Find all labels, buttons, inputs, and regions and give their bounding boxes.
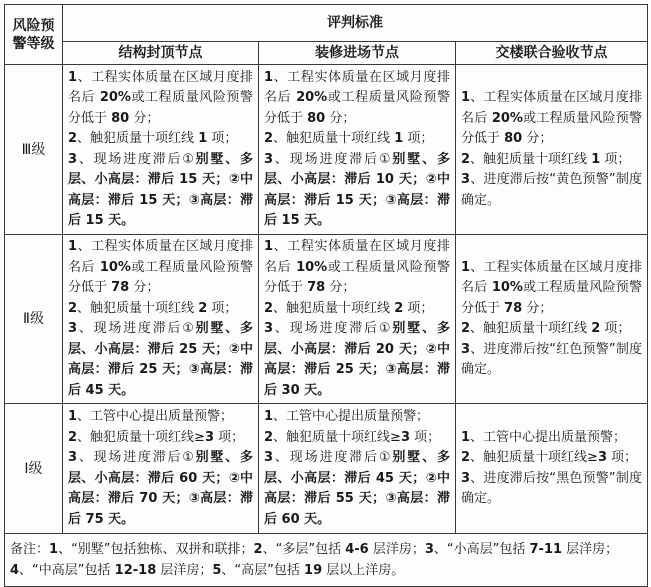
criteria-item: 2、触犯质量十项红线 1 项； — [461, 151, 631, 167]
risk-warning-table — [4, 4, 648, 587]
criteria-item: 备注：1、“别墅”包括独栋、双拼和联排；2、“多层”包括 4-6 层洋房；3、“小高层”包括 7-11 层洋房；4、“中高层”包括 12-18 层洋房；5、“高层”包括 19 层以上洋房。 — [10, 542, 619, 578]
criteria-cell — [63, 404, 259, 534]
level-label: Ⅱ级 — [5, 235, 63, 404]
criteria-item: 2、触犯质量十项红线 1 项； — [264, 131, 434, 146]
criteria-item: 3、现场进度滞后①别墅、多层、小高层：滞后 25 天；②中高层：滞后 25 天；③高层：滞后 45 天。 — [68, 321, 253, 398]
criteria-item: 3、进度滞后按“红色预警”制度确定。 — [461, 341, 643, 377]
criteria-item: 1、工管中心提出质量预警； — [264, 409, 430, 424]
note-row — [5, 534, 648, 587]
criteria-cell — [259, 65, 456, 235]
criteria-item: 3、进度滞后按“黄色预警”制度确定。 — [461, 172, 643, 208]
criteria-item: 1、工程实体质量在区域月度排名后 20%或工程质量风险预警分低于 80 分； — [264, 69, 450, 126]
criteria-item: 2、触犯质量十项红线≥3 项； — [461, 450, 638, 465]
table-row-level-2 — [5, 235, 648, 404]
criteria-item: 1、工管中心提出质量预警； — [461, 429, 627, 445]
criteria-item: 2、触犯质量十项红线 2 项； — [264, 300, 434, 316]
criteria-cell — [63, 65, 259, 235]
criteria-cell — [259, 404, 456, 534]
criteria-item: 1、工管中心提出质量预警； — [68, 409, 234, 424]
criteria-item: 3、现场进度滞后①别墅、多层、小高层：滞后 10 天；②中高层：滞后 15 天；③高层：滞后 15 天。 — [264, 151, 450, 228]
criteria-item: 2、触犯质量十项红线 2 项； — [461, 321, 631, 336]
column-header-decoration-entry: 装修进场节点 — [259, 42, 456, 65]
criteria-item: 2、触犯质量十项红线 1 项； — [68, 131, 238, 146]
criteria-header: 评判标准 — [63, 5, 648, 42]
criteria-item: 1、工程实体质量在区域月度排名后 10%或工程质量风险预警分低于 78 分； — [264, 239, 450, 295]
criteria-cell — [456, 404, 648, 534]
column-header-joint-acceptance: 交楼联合验收节点 — [456, 42, 648, 65]
footnote — [5, 534, 648, 587]
criteria-item: 2、触犯质量十项红线≥3 项； — [264, 429, 441, 445]
table-row-level-1 — [5, 404, 648, 534]
criteria-cell — [259, 235, 456, 404]
criteria-cell — [63, 235, 259, 404]
criteria-item: 1、工程实体质量在区域月度排名后 20%或工程质量风险预警分低于 80 分； — [68, 69, 253, 126]
criteria-item: 3、现场进度滞后①别墅、多层、小高层：滞后 15 天；②中高层：滞后 15 天；③高层：滞后 15 天。 — [68, 151, 253, 228]
header-row-top — [5, 5, 648, 42]
criteria-item: 1、工程实体质量在区域月度排名后 10%或工程质量风险预警分低于 78 分； — [68, 239, 253, 295]
criteria-item: 1、工程实体质量在区域月度排名后 10%或工程质量风险预警分低于 78 分； — [461, 259, 643, 316]
criteria-cell — [456, 235, 648, 404]
risk-level-header: 风险预警等级 — [5, 5, 63, 65]
table-row-level-3 — [5, 65, 648, 235]
criteria-item: 3、进度滞后按“黑色预警”制度确定。 — [461, 470, 643, 506]
criteria-cell — [456, 65, 648, 235]
level-label: Ⅲ级 — [5, 65, 63, 235]
criteria-item: 2、触犯质量十项红线 2 项； — [68, 300, 238, 316]
column-header-structure-topout: 结构封顶节点 — [63, 42, 259, 65]
criteria-item: 1、工程实体质量在区域月度排名后 20%或工程质量风险预警分低于 80 分； — [461, 90, 643, 146]
criteria-item: 3、现场进度滞后①别墅、多层、小高层：滞后 45 天；②中高层：滞后 55 天；③高层：滞后 60 天。 — [264, 450, 450, 527]
criteria-item: 2、触犯质量十项红线≥3 项； — [68, 429, 245, 445]
level-label: Ⅰ级 — [5, 404, 63, 534]
criteria-item: 3、现场进度滞后①别墅、多层、小高层：滞后 20 天；②中高层：滞后 25 天；③高层：滞后 30 天。 — [264, 321, 450, 398]
header-row-nodes — [5, 42, 648, 65]
criteria-item: 3、现场进度滞后①别墅、多层、小高层：滞后 60 天；②中高层：滞后 70 天；③高层：滞后 75 天。 — [68, 450, 253, 527]
